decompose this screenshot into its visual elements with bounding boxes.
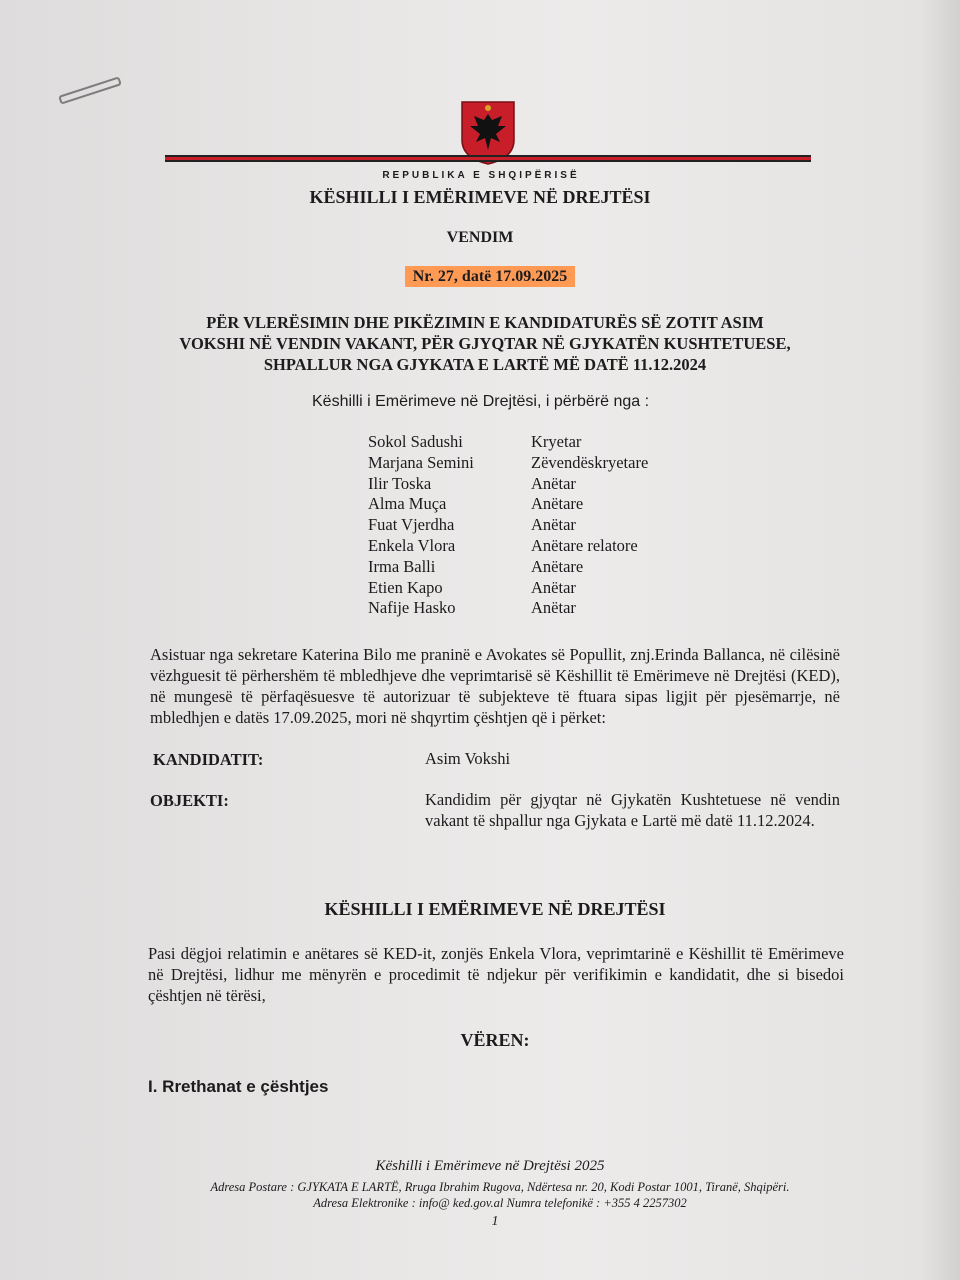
- council-title: KËSHILLI I EMËRIMEVE NË DREJTËSI: [309, 187, 651, 207]
- member-name: Etien Kapo: [368, 577, 443, 597]
- staple: [58, 76, 122, 104]
- page-number: 1: [491, 1214, 499, 1229]
- section-heading: I. Rrethanat e çështjes: [148, 1077, 329, 1096]
- header-rule: [165, 155, 811, 162]
- republic-title: REPUBLIKA E SHQIPËRISË: [382, 170, 580, 181]
- heard-paragraph: Pasi dëgjoi relatimin e anëtares së KED-it, zonjës Enkela Vlora, veprimtarinë e Këshillit të Emërimeve në Drejtësi, lidhur me mënyrën e procedimit të ndjekur për verifikimin e kandidatit, dhe si bisedoi çështjen në tërësi,: [148, 944, 844, 1005]
- member-name: Alma Muça: [368, 494, 447, 514]
- member-role: Kryetar: [531, 432, 582, 451]
- object-value: Kandidim për gjyqtar në Gjykatën Kushtetuese në vendin vakant të shpallur nga Gjykata e Lartë më datë 11.12.2024.: [425, 790, 840, 830]
- member-role: Anëtare: [531, 556, 584, 576]
- subject-line: VOKSHI NË VENDIN VAKANT, PËR GJYQTAR NË GJYKATËN KUSHTETUESE,: [179, 334, 791, 353]
- decision-subject: [130, 312, 840, 375]
- decision-title: VENDIM: [446, 229, 514, 246]
- member-role: Anëtar: [531, 598, 576, 618]
- member-name: Nafije Hasko: [368, 598, 456, 618]
- footer-contact: Adresa Elektronike : info@ ked.gov.al Numra telefonikë : +355 4 2257302: [313, 1196, 687, 1210]
- notes-heading: VËREN:: [460, 1030, 530, 1050]
- council-heading: KËSHILLI I EMËRIMEVE NË DREJTËSI: [324, 899, 666, 919]
- candidate-label: KANDIDATIT:: [153, 750, 264, 769]
- composition-intro: Këshilli i Emërimeve në Drejtësi, i përbërë nga :: [312, 393, 650, 410]
- subject-line: SHPALLUR NGA GJYKATA E LARTË MË DATË 11.12.2024: [263, 355, 707, 374]
- decision-number: [390, 268, 590, 286]
- member-role: Anëtar: [531, 515, 576, 535]
- subject-line: PËR VLERËSIMIN DHE PIKËZIMIN E KANDIDATURËS SË ZOTIT ASIM: [206, 313, 764, 332]
- member-name: Marjana Semini: [368, 452, 474, 472]
- member-role: Zëvendëskryetare: [531, 452, 649, 472]
- object-label: OBJEKTI:: [150, 791, 229, 810]
- page-shadow: [920, 0, 960, 1280]
- member-role: Anëtar: [531, 577, 576, 597]
- member-name: Sokol Sadushi: [368, 432, 463, 451]
- assisted-paragraph: Asistuar nga sekretare Katerina Bilo me praninë e Avokates së Popullit, znj.Erinda Ballanca, në cilësinë vëzhguesit të përhershëm të mbledhjeve dhe veprimtarisë së Këshillit të Emërimeve në Drejtësi (KED), në mungesë të përfaqësuesve të autorizuar të subjekteve të ftuara sipas ligjit për pjesëmarrje, në mbledhjen e datës 17.09.2025, mori në shqyrtim çështjen që i përket:: [150, 645, 840, 727]
- footer-council: Këshilli i Emërimeve në Drejtësi 2025: [375, 1158, 605, 1174]
- member-role: Anëtar: [531, 473, 576, 493]
- member-name: Irma Balli: [368, 556, 436, 576]
- decision-number-highlight: Nr. 27, datë 17.09.2025: [405, 266, 576, 287]
- member-role: Anëtare: [531, 494, 584, 514]
- member-role: Anëtare relatore: [531, 535, 638, 555]
- member-name: Ilir Toska: [368, 473, 432, 493]
- member-name: Enkela Vlora: [368, 535, 456, 555]
- footer-postal-address: Adresa Postare : GJYKATA E LARTË, Rruga Ibrahim Rugova, Ndërtesa nr. 20, Kodi Postar 1001, Tiranë, Shqipëri.: [210, 1180, 790, 1194]
- candidate-value: Asim Vokshi: [425, 749, 511, 768]
- member-name: Fuat Vjerdha: [368, 515, 455, 535]
